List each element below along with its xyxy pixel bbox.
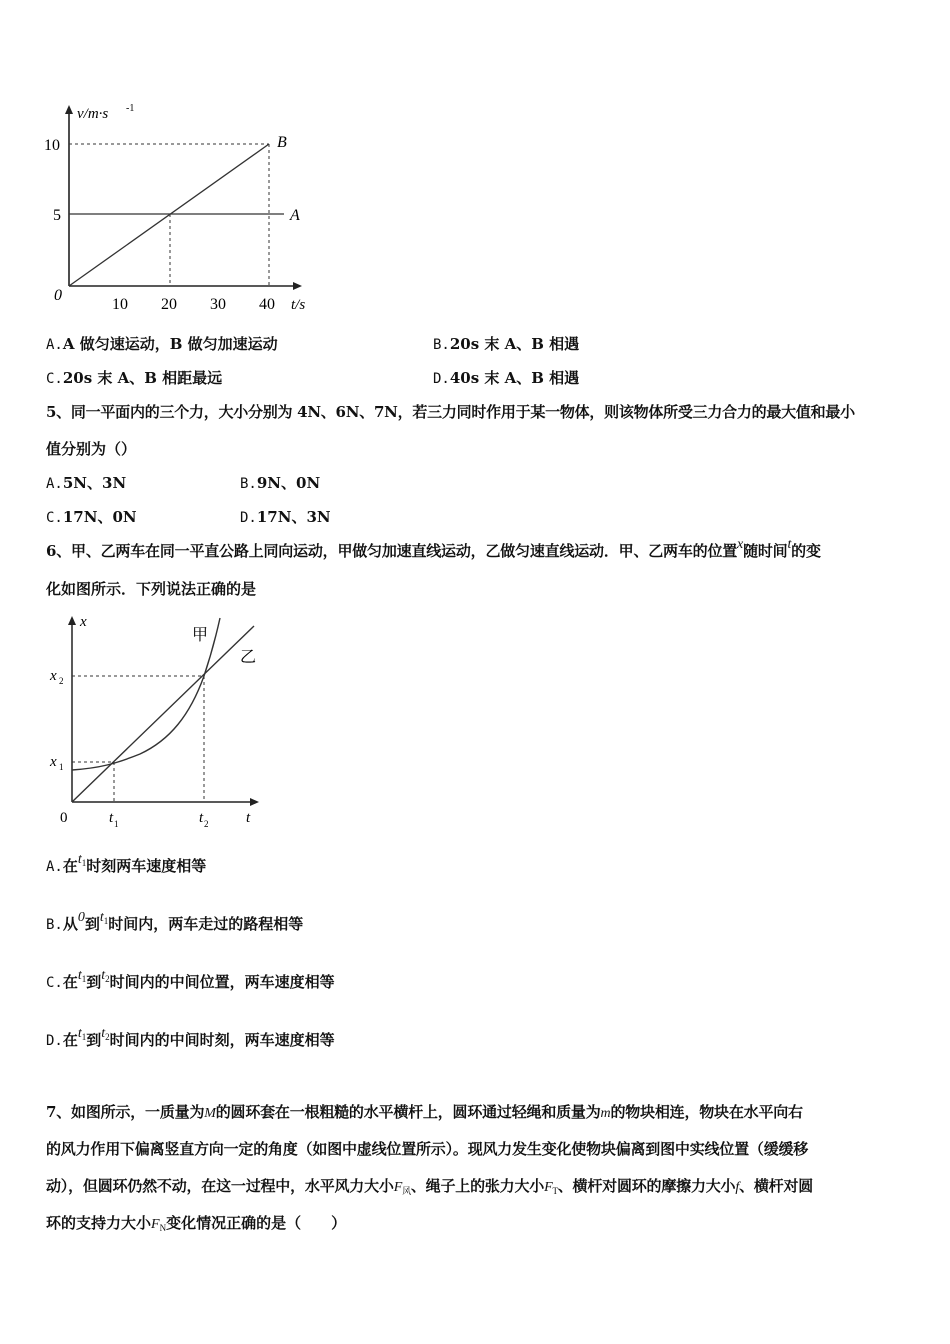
vt-ylabel: v/m·s (77, 106, 109, 122)
q7-line1-part3: 的物块相连，物块在水平向右 (610, 1103, 803, 1121)
q6-option-d-post: 时间内的中间时刻，两车速度相等 (109, 1031, 335, 1049)
q6-option-b-mid: 到 (84, 915, 100, 933)
q6-option-b-letter: B. (46, 917, 63, 933)
q6-var-t: t (787, 537, 792, 552)
q7-line3-part2: 、绳子上的张力大小 (410, 1177, 545, 1195)
q7-stem-line1 (46, 1102, 803, 1124)
q7-var-FN: $F_N$ (151, 1217, 167, 1233)
q5-option-a-letter: A. (46, 476, 63, 492)
vt-ytick-10: 10 (44, 137, 60, 154)
q5-option-c[interactable] (46, 507, 137, 528)
q6-option-c-mid: 到 (86, 973, 102, 991)
q5-option-d-letter: D. (240, 510, 257, 526)
xt-label-x2-sub: 2 (59, 676, 64, 686)
q4-option-c-letter: C. (46, 371, 63, 387)
q6-option-a[interactable] (46, 852, 207, 878)
q4-option-a-text: A 做匀速运动，B 做匀加速运动 (62, 335, 278, 353)
xt-ylabel: x (80, 614, 87, 630)
xt-label-t2: t (199, 810, 204, 826)
q7-var-M: M (204, 1106, 216, 1121)
q5-stem-line2: 值分别为（） (46, 440, 137, 458)
xt-label-t1: t (109, 810, 114, 826)
q6-option-d-var1: $t_1$ (77, 1026, 87, 1042)
vt-origin: 0 (54, 287, 62, 304)
vt-label-A: A (290, 207, 300, 224)
q5-option-b-letter: B. (240, 476, 257, 492)
q6-option-c-letter: C. (46, 975, 63, 991)
vt-y-arrow (65, 105, 73, 114)
xt-label-yi: 乙 (240, 649, 257, 666)
q6-option-b-var1: 0 (77, 910, 85, 925)
q4-option-c-text: 20s 末 A、B 相距最远 (62, 369, 223, 387)
xt-label-x1: x (50, 754, 57, 770)
q4-option-b[interactable] (433, 334, 579, 355)
xt-label-t1-sub: 1 (114, 819, 119, 829)
q7-line1-part1: 7、如图所示，一质量为 (46, 1103, 205, 1121)
xt-xlabel: t (246, 810, 251, 826)
q6-stem-part1: 6、甲、乙两车在同一平直公路上同向运动，甲做匀加速直线运动，乙做匀速直线运动．甲、乙两车的位置 (46, 542, 738, 560)
q6-option-c-post: 时间内的中间位置，两车速度相等 (109, 973, 335, 991)
q6-option-c[interactable] (46, 968, 335, 994)
q5-option-a-text: 5N、3N (62, 474, 127, 492)
q4-option-b-text: 20s 末 A、B 相遇 (449, 335, 580, 353)
q5-option-b-text: 9N、0N (256, 474, 321, 492)
vt-line-B (69, 144, 269, 286)
vt-ylabel-sup: -1 (126, 103, 135, 114)
xt-label-x2: x (50, 668, 57, 684)
q7-var-F-wind: $F_风$ (393, 1180, 411, 1196)
q6-stem-line2: 化如图所示．下列说法正确的是 (46, 580, 257, 598)
q6-option-b-post: 时间内，两车走过的路程相等 (108, 915, 304, 933)
q5-option-d-text: 17N、3N (256, 508, 331, 526)
q6-option-d-mid: 到 (86, 1031, 102, 1049)
q5-option-c-letter: C. (46, 510, 63, 526)
q7-var-f: f (735, 1180, 740, 1195)
q6-option-a-var1: $t_1$ (77, 852, 87, 868)
vt-xtick-10: 10 (112, 296, 128, 313)
xt-graph (40, 610, 280, 835)
q4-option-c[interactable] (46, 368, 222, 389)
q5-option-d[interactable] (240, 507, 331, 528)
vt-xtick-20: 20 (161, 296, 177, 313)
xt-label-t2-sub: 2 (204, 819, 209, 829)
q4-option-a[interactable] (46, 334, 278, 355)
vt-graph (40, 100, 320, 320)
q7-line4-part1: 环的支持力大小 (46, 1214, 152, 1232)
q6-option-d-pre: 在 (62, 1031, 78, 1049)
q7-stem-line3 (46, 1176, 813, 1198)
q4-option-a-letter: A. (46, 337, 63, 353)
q6-option-a-pre: 在 (62, 857, 78, 875)
q6-option-d-letter: D. (46, 1033, 63, 1049)
q7-line1-part2: 的圆环套在一根粗糙的水平横杆上，圆环通过轻绳和质量为 (215, 1103, 601, 1121)
q5-option-c-text: 17N、0N (62, 508, 137, 526)
q4-option-d-letter: D. (433, 371, 450, 387)
q7-line3-part3: 、横杆对圆环的摩擦力大小 (557, 1177, 736, 1195)
q6-var-x: x (737, 537, 744, 552)
q6-option-a-letter: A. (46, 859, 63, 875)
q6-option-b[interactable] (46, 910, 304, 936)
vt-x-arrow (293, 282, 302, 290)
q7-line3-part4: 、横杆对圆 (739, 1177, 814, 1195)
q4-option-d-text: 40s 末 A、B 相遇 (449, 369, 580, 387)
xt-label-x1-sub: 1 (59, 762, 64, 772)
q6-option-d[interactable] (46, 1026, 335, 1052)
q6-option-b-pre: 从 (62, 915, 78, 933)
q7-line4-part2: 变化情况正确的是（ ） (166, 1214, 347, 1232)
vt-xtick-30: 30 (210, 296, 226, 313)
vt-label-B: B (277, 134, 287, 151)
q5-option-a[interactable] (46, 473, 126, 494)
q7-line3-part1: 动），但圆环仍然不动，在这一过程中，水平风力大小 (46, 1177, 394, 1195)
q6-option-d-var2: $t_2$ (101, 1026, 110, 1042)
q7-var-FT: $F_T$ (544, 1180, 558, 1196)
q6-option-c-pre: 在 (62, 973, 78, 991)
q7-stem-line2: 的风力作用下偏离竖直方向一定的角度（如图中虚线位置所示）。现风力发生变化使物块偏离到图中实线位置（缓缓移 (46, 1140, 809, 1158)
vt-xtick-40: 40 (259, 296, 275, 313)
q6-option-c-var2: $t_2$ (101, 968, 110, 984)
xt-line-yi (72, 626, 257, 802)
q4-option-b-letter: B. (433, 337, 450, 353)
q7-var-m: m (600, 1106, 611, 1121)
vt-xlabel: t/s (291, 297, 306, 313)
xt-label-jia: 甲 (192, 627, 209, 644)
q6-option-b-var2: $t_1$ (99, 910, 109, 926)
xt-y-arrow (68, 616, 76, 625)
q6-stem-part2: 随时间 (743, 542, 788, 560)
xt-x-arrow (250, 798, 259, 806)
q6-stem-line1 (46, 537, 821, 563)
q5-option-b[interactable] (240, 473, 320, 494)
q6-option-c-var1: $t_1$ (77, 968, 87, 984)
q4-option-d[interactable] (433, 368, 579, 389)
q5-stem-line1: 5、同一平面内的三个力，大小分别为 4N、6N、7N，若三力同时作用于某一物体，则该物体所受三力合力的最大值和最小 (46, 403, 855, 421)
q6-stem-part3: 的变 (791, 542, 821, 560)
xt-origin: 0 (60, 810, 68, 826)
q6-option-a-post: 时刻两车速度相等 (86, 857, 207, 875)
vt-ytick-5: 5 (53, 207, 61, 224)
q7-stem-line4 (46, 1213, 346, 1235)
